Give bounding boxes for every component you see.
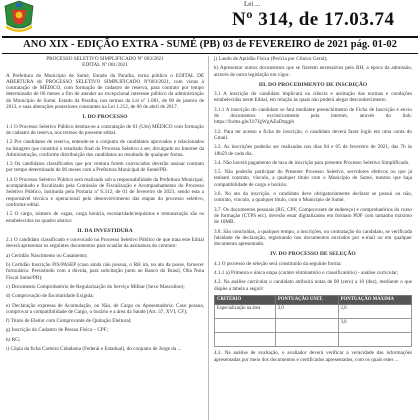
paragraph: 3.6. No ato da inscrição, o candidato deve obrigatoriamente declarar se possui ou não, contrato, vínculo, a qualquer título, com o Município de Sumé. — [214, 191, 412, 204]
edition-divider — [2, 53, 418, 54]
notice-title: PROCESSO SELETIVO SIMPLIFICADO Nº 003/2021 — [46, 56, 164, 62]
notice-intro: A Prefeitura do Município de Sumé, Estado da Paraíba, torna público o EDITAL DE ABERTURA do PROCESSO SELETIVO SIMPLIFICADO Nº003/2021, com vistas à contratação de MÉDICO, com formação de cadastro de reserva, para contrato por tempo determinado de 06 meses a fim de atender ao excepcional interesse público da administração do Município de Sumé, Estado da Paraíba, nos termos da Lei nº 1.081, de 08 de janeiro de 2013, e suas alterações posteriores constantes na Lei 1.212, de 06 de abril de 2017. — [6, 72, 204, 111]
column-divider — [208, 56, 209, 420]
paragraph: 4.2. Na análise curricular o candidato atribuirá notas de 00 (zero) a 10 (dez), mediante o que dispõe a tabela a seguir: — [214, 279, 412, 292]
list-item: c) Documento Comprobatório de Regularização do Serviço Militar (Sexo Masculino); — [6, 283, 185, 290]
paragraph: 3.1 A inscrição do candidato implicará na ciência e aceitação das normas e condições estabelecidas neste Edital, em relação às quais não poderá alegar desconhecimento. — [214, 91, 412, 104]
paragraph: 1.2 Por candidatos de reserva, entende-se o conjunto de candidatos aprovados e relacionados na listagem que constitui o resultado final do Processo Seletivo a ser, divulgado no Internet da Administração, conforme distribuição dos candidatos ao resultado de qualquer forma. — [6, 139, 204, 158]
table-row — [215, 319, 412, 333]
paragraph: 4.3. Na análise de avaliação, o avaliador deverá verificar a veracidade das informações apresentadas por meio dos documentos e certificados apresentados, com os quais estes ... — [214, 350, 412, 363]
table-header-criterion: CRITÉRIO — [215, 295, 276, 304]
gazette-header — [0, 0, 420, 34]
table-cell: 2,0 — [338, 305, 411, 319]
section-title-selection: IV. DO PROCESSO DE SELEÇÃO — [270, 251, 356, 258]
right-column — [214, 56, 412, 366]
edition-bar: ANO XIX - EDIÇÃO EXTRA - SUMÉ (PB) 03 de FEVEREIRO de 2021 pág. 01-02 — [23, 39, 397, 50]
table-cell — [215, 333, 276, 347]
paragraph: 3.5. Não poderão participar do Presente Processo Seletivo, servidores efetivos ou que já tenham contrato, vínculo, a qualquer título com o Município de Sumé, mesmo que haja compatibilidade de cargo e horário. — [214, 169, 412, 188]
list-item: e) Declaração expressa de Acumulação, ou Não, de Cargo ou Aposentadoria. Caso possua, comprovar a compatibilidade de Cargo, o horário e a área da Saúde (Art. 37, XVI, CF); — [6, 302, 204, 315]
section-title-investiture: II. DA INVESTIDURA — [77, 227, 133, 234]
paragraph: 3.8. São concluídas, a qualquer tempo, a inscrições, ou contratação do candidato, se verificada falsidade de declaração, registrando nos documentos enviados por e-mail ou em qualquer documento apresentado. — [214, 228, 412, 248]
list-item: a) Certidão Nascimento ou Casamento; — [6, 252, 88, 259]
list-item: b) Certidão Inscrição PIS/PASEP (caso ainda não possua, o RH irá, no ato da posse, fornecer formulário. Persistindo com a dúvida, para solicitação junto ao Banco do Brasil, Oba Nota Fiscal Sumé/PB); — [6, 262, 204, 281]
paragraph: 3.1.1 A inscrição do candidato se fará mediante preenchimento de Ficha de Inscrição e envio de documentos exclusivamente pela internet, através do link: https://forms.gle/Ut7JgWgAEaDtzgph — [214, 106, 412, 126]
paragraph: 3.2. Para ter acesso a ficha de inscrição, o candidato deverá fazer login em uma conta do Gmail. — [214, 128, 412, 141]
table-cell: Especialização na área — [215, 305, 276, 319]
paragraph: 3.3. As inscrições poderão ser realizadas nos dias 04 e 05 de fevereiro de 2021, das 7h às 18h59 de cada dia. — [214, 144, 412, 157]
paragraph: 4.1.1 a) Primeira e única etapa (caráter eliminatório e classificatório) - análise curricular; — [214, 270, 399, 277]
paragraph: 1.3 Os candidatos classificados que por ventura forem convocados deverão assinar contrato por tempo determinado de 06 meses com a Prefeitura Municipal de Sumé/PB. — [6, 161, 204, 174]
list-item: d) Comprovação de Escolaridade Exigida; — [6, 293, 94, 300]
left-column — [6, 56, 204, 355]
table-cell — [215, 319, 276, 333]
paragraph: 2.1 O candidato classificado e convocado no Processo Seletivo Público de que trata este Edital deverá apresentar os seguintes documentos para ocasião da assinatura do contrato: — [6, 237, 204, 250]
law-number-date: Nº 314, de 17.03.74 — [232, 9, 395, 30]
list-item: j) Laudo de Aptidão Física (Perícia por Clínico Geral); — [214, 56, 328, 62]
table-header-unit-score: PONTUAÇÃO UNIT. — [275, 295, 338, 304]
table-header-max-score: PONTUAÇÃO MÁXIMA — [338, 295, 411, 304]
section-title-registration: III. DO PROCEDIMENTO DE INSCRIÇÃO — [258, 81, 368, 88]
list-item: i) Cópia da ficha Carteira Cidadania (Federal e Estadual), do conjunto de Jorge da ... — [6, 345, 182, 352]
paragraph: 4.1 O processo de seleção será constituído da seguinte forma: — [214, 260, 342, 267]
paragraph: 3.7. Os documentos pessoais (RG, CPF, Comprovante de endereço) e comprobatórios do curso de formação (CTPS etc), deverão estar digitalizados em formato PDF com tamanho máximo de 10MB. — [214, 206, 412, 226]
law-reference: Lei ... — [244, 0, 261, 8]
table-row — [215, 333, 412, 347]
table-cell: 3,0 — [338, 319, 411, 333]
list-item: h) RG; — [6, 336, 21, 343]
paragraph: 1.4 O Processo Seletivo Público será realizado sob a responsabilidade da Prefeitura Municipal, acompanhado e fiscalizado pela Comissão de Fiscalização e Acompanhamento do Processo Seletivo Público, instituída pela Portaria nº 6.312, de 01 de fevereiro de 2021, sendo esta a responsável técnica e operacional pelo desenvolvimento das etapas do processo seletivo, conforme edital. — [6, 176, 204, 208]
paragraph: 1.1 O Processo Seletivo Público destina-se a contratação de 01 (Um) MÉDICO com formação de cadastro de reserva, nos termos do presente edital. — [6, 123, 204, 136]
table-cell — [338, 333, 411, 347]
table-cell: 2,0 — [275, 305, 338, 319]
table-cell — [275, 319, 338, 333]
municipal-coat-of-arms-icon — [2, 0, 36, 33]
table-cell — [275, 333, 338, 347]
list-item: g) Inscrição do Cadastro de Pessoa Física – CPF; — [6, 327, 109, 334]
list-item: k) Apresentar outros documentos que se fizerem necessários pelo RH, a época da admissão, através de outra legislação em vigor. — [214, 65, 412, 78]
criteria-table — [214, 295, 412, 347]
paragraph: 3.4. Não haverá pagamento de taxa de inscrição para presente Processo Seletivo Simplificado. — [214, 159, 410, 166]
notice-subtitle: EDITAL Nº 001/2021 — [82, 62, 128, 69]
section-title-process: I. DO PROCESSO — [82, 114, 128, 121]
paragraph: 1.5 O cargo, número de vagas, carga horária, escolaridade/requisitos e remuneração são os estabelecidos no quadro abaixo: — [6, 211, 204, 224]
table-row — [215, 305, 412, 319]
header-divider — [2, 36, 418, 38]
list-item: f) Título de Eleitor com Comprovante de Quitação Eleitoral; — [6, 318, 132, 325]
